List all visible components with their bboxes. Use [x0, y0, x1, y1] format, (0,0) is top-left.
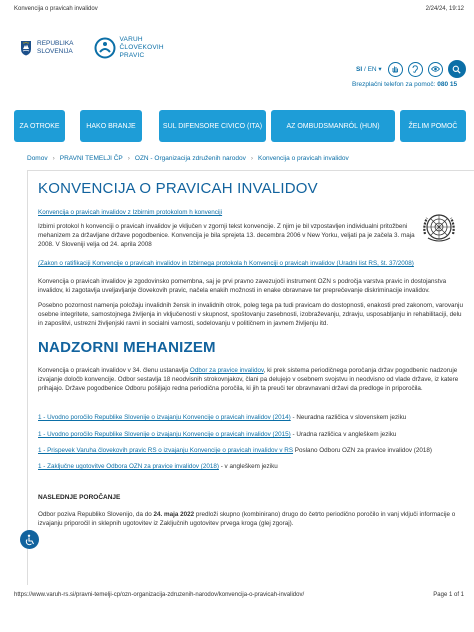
- section-title: NADZORNI MEHANIZEM: [38, 339, 216, 356]
- breadcrumb-un[interactable]: OZN - Organizacija združenih narodov: [134, 155, 246, 162]
- coat-of-arms-icon: [20, 40, 32, 56]
- breadcrumb-home[interactable]: Domov: [27, 155, 48, 162]
- breadcrumb-separator: ›: [52, 155, 55, 162]
- page-title: KONVENCIJA O PRAVICAH INVALIDOV: [38, 180, 318, 197]
- intro-paragraph: Izbirni protokol h konvenciji o pravicah invalidov je vključen v zgornji tekst konvencije. Z njim je bil vzpostavljen individualni pritožbeni mehanizem za državljane države pogodbenice. Konvencija je bila sprejeta 13. decembra 2006 v New Yorku, veljati pa je začela 3. maja 2008. V Sloveniji velja od 24. aprila 2008: [38, 223, 415, 249]
- helpline: [352, 81, 457, 88]
- ombudsman-logo-line-2: ČLOVEKOVIH: [119, 44, 164, 51]
- print-header: [14, 6, 464, 12]
- breadcrumb: [27, 155, 349, 162]
- nav-italian[interactable]: SUL DIFENSORE CIVICO (ITA): [159, 110, 266, 142]
- helpline-number[interactable]: 080 15: [437, 81, 458, 88]
- audio-button[interactable]: [408, 62, 423, 77]
- gov-logo-line-2: SLOVENIJA: [37, 48, 73, 55]
- next-report-text-start: Odbor poziva Republiko Slovenijo, da do: [38, 511, 154, 518]
- language-switcher[interactable]: [356, 65, 382, 73]
- print-page-number: Page 1 of 1: [433, 592, 464, 598]
- ombudsman-logo-line-3: PRAVIC: [119, 52, 145, 59]
- mechanism-paragraph: [38, 366, 464, 394]
- gov-logo[interactable]: [20, 40, 74, 56]
- mechanism-text-start: Konvencija o pravicah invalidov v 34. členu ustanavlja: [38, 367, 190, 374]
- sign-language-button[interactable]: [388, 62, 403, 77]
- chevron-down-icon: ▾: [378, 66, 382, 73]
- breadcrumb-separator: ›: [250, 155, 253, 162]
- report-link-1[interactable]: 1 - Uvodno poročilo Republike Slovenije o izvajanju Konvencije o pravicah invalidov (2014): [38, 414, 291, 421]
- nav-hungarian[interactable]: AZ OMBUDSMANRÓL (HUN): [271, 110, 395, 142]
- committee-link[interactable]: Odbor za pravice invalidov: [189, 367, 264, 374]
- nav-easy-reading[interactable]: HAKO BRANJE: [80, 110, 142, 142]
- lang-si[interactable]: SI: [356, 66, 363, 73]
- nav-want-help[interactable]: ŽELIM POMOČ: [400, 110, 466, 142]
- nav-for-children[interactable]: ZA OTROKE: [14, 110, 65, 142]
- report-link-4[interactable]: 1 - Zaključne ugotovitve Odbora OZN za pravice invalidov (2018): [38, 463, 219, 470]
- report-suffix-2: - Uradna različica v angleškem jeziku: [290, 431, 397, 438]
- search-icon: [452, 65, 461, 74]
- ear-icon: [411, 65, 419, 73]
- mechanism-text-end: , ki prek sistema periodičnega poročanja držav pogodbenic nadzoruje izvajanje določb konvencije. Odbor sestavlja 18 neodvisnih strokovnjakov, člani pa delujejo v osebnem svojstvu in neodvisno od vlade države, iz katere prihajajo. Države pogodbenice Odboru pošiljajo redna periodična poročila, ki jih ta preuči ter obravnavani državi da predloge in priporočila.: [38, 367, 459, 393]
- helpline-label: Brezplačni telefon za pomoč:: [352, 81, 436, 88]
- intro-link-paragraph: [38, 208, 464, 217]
- report-item: [38, 462, 464, 471]
- search-button[interactable]: [448, 60, 466, 78]
- accessibility-button[interactable]: [20, 530, 39, 549]
- print-title: Konvencija o pravicah invalidov: [14, 6, 98, 12]
- print-url: https://www.varuh-rs.si/pravni-temelji-cp/ozn-organizacija-zdruzenih-narodov/konvencija-o-pravicah-invalidov/: [14, 592, 305, 598]
- contrast-button[interactable]: [428, 62, 443, 77]
- report-item: [38, 446, 464, 455]
- ombudsman-logo-icon: [94, 37, 116, 59]
- sign-language-icon: [391, 65, 399, 73]
- next-report-heading: NASLEDNJE POROČANJE: [38, 494, 121, 501]
- print-footer: [14, 592, 464, 598]
- next-report-paragraph: [38, 510, 464, 528]
- accessibility-icon: [24, 534, 36, 546]
- next-report-text-end: predloži skupno (kombinirano) drugo do četrto periodično poročilo in vanj vključi informacije o izvajanju priporočil in sklepnih ugotovitev iz Zaključnih ugotovitev prvega kroga (glej zgoraj).: [38, 511, 456, 528]
- gov-logo-line-1: REPUBLIKA: [37, 40, 74, 47]
- utility-bar: [356, 60, 466, 78]
- report-suffix-3: Poslano Odboru OZN za pravice invalidov (2018): [293, 447, 432, 454]
- ombudsman-logo[interactable]: [94, 36, 164, 60]
- ratification-paragraph: [38, 259, 464, 268]
- lang-separator: /: [362, 66, 368, 73]
- ombudsman-logo-line-1: VARUH: [119, 36, 143, 43]
- report-suffix-4: - v angleškem jeziku: [218, 463, 278, 470]
- lang-en[interactable]: EN: [367, 66, 377, 73]
- focus-paragraph: Posebno pozornost namenja položaju invalidnih žensk in invalidnih otrok, poleg tega pa tudi pravicam do dostopnosti, enakosti pred zakonom, varovanju osebne integritete, samostojnega življenja in vključenosti v skupnost, spoštovanju zasebnosti, izobraževanju, zdravju, usposabljanju in rehabilitaciji, delu in zaposlitvi, ustrezni življenjski ravni in socialni varnosti, sodelovanju v političnem in javnem življenju itd.: [38, 302, 463, 328]
- print-date: 2/24/24, 19:12: [425, 6, 464, 12]
- convention-link[interactable]: Konvencija o pravicah invalidov z Izbirnim protokolom h konvenciji: [38, 209, 223, 216]
- site-logos: [20, 36, 164, 60]
- convention-paragraph: Konvencija o pravicah invalidov je zgodovinsko pomembna, saj je prvi pravno zavezujoči instrument OZN s področja varstva pravic in dostojanstva invalidov, ki zagotavlja uveljavljanje človekovih pravic, načela enakih možnosti in enake obravnave ter preprečevanje diskriminacije invalidov.: [38, 278, 447, 295]
- report-suffix-1: - Neuradna različica v slovenskem jeziku: [290, 414, 407, 421]
- report-item: [38, 430, 464, 439]
- breadcrumb-separator: ›: [127, 155, 130, 162]
- report-item: [38, 413, 464, 422]
- next-report-deadline: 24. maja 2022: [153, 511, 195, 518]
- ratification-link[interactable]: (Zakon o ratifikaciji Konvencije o pravicah invalidov in Izbirnega protokola h Konvenciji o pravicah invalidov (Uradni list RS, št. 37/2008): [38, 260, 414, 267]
- main-nav: [14, 110, 474, 142]
- breadcrumb-legal[interactable]: PRAVNI TEMELJI ČP: [59, 155, 123, 162]
- report-link-3[interactable]: 1 - Prispevek Varuha človekovih pravic RS o izvajanju Konvencije o pravicah invalidov v RS: [38, 447, 294, 454]
- breadcrumb-current: Konvencija o pravicah invalidov: [258, 155, 349, 162]
- eye-icon: [431, 65, 440, 73]
- report-link-2[interactable]: 1 - Uvodno poročilo Republike Slovenije o izvajanju Konvencije o pravicah invalidov (2015): [38, 431, 291, 438]
